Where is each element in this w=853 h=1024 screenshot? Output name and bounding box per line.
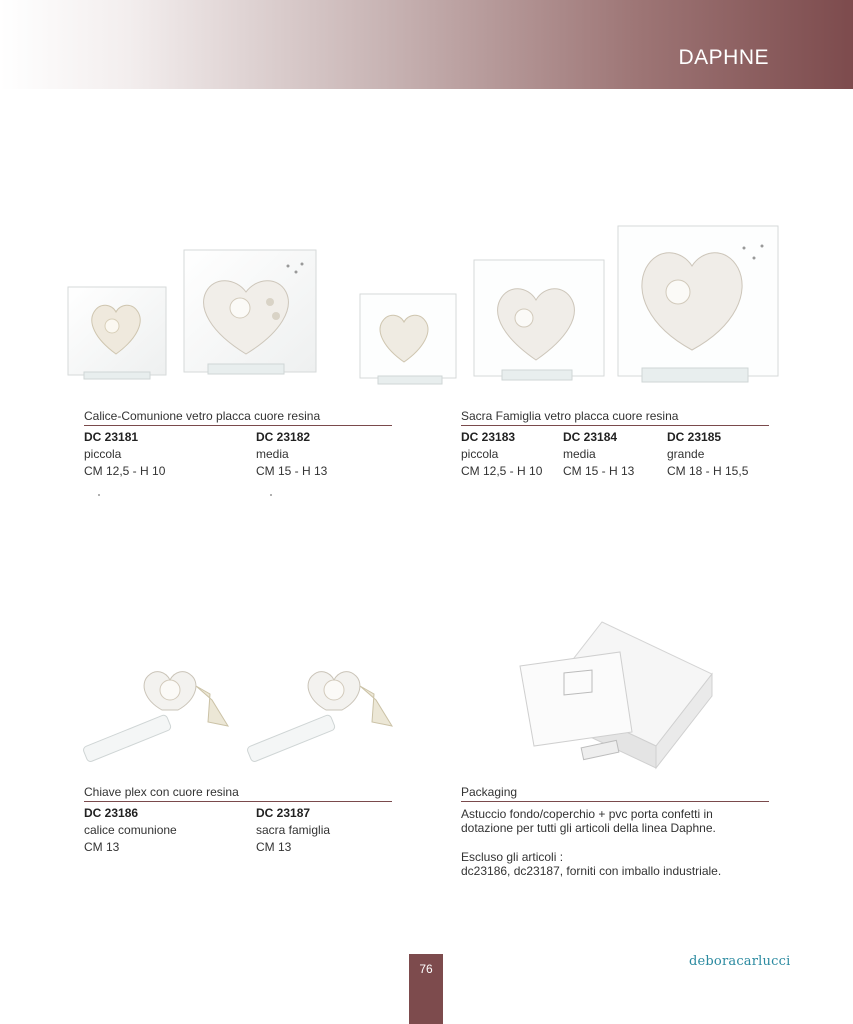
brand-logo-text: deboracarlucci <box>689 954 791 969</box>
product-dims: CM 15 - H 13 <box>256 464 328 478</box>
product-dc23181 <box>84 429 165 480</box>
product-size: media <box>256 447 289 461</box>
calice-plaques-image <box>64 246 324 382</box>
page-number-tab <box>409 954 443 1024</box>
product-dc23184 <box>563 429 634 480</box>
divider <box>461 425 769 426</box>
product-code: DC 23186 <box>84 806 139 820</box>
page-number: 76 <box>419 962 433 976</box>
packaging-box-image <box>516 618 716 778</box>
product-code: DC 23182 <box>256 430 311 444</box>
product-code: DC 23183 <box>461 430 516 444</box>
packaging-description: Astuccio fondo/coperchio + pvc porta confetti in dotazione per tutti gli articoli della linea Daphne. <box>461 807 716 835</box>
product-code: DC 23185 <box>667 430 722 444</box>
keys-image <box>78 660 398 770</box>
divider <box>84 801 392 802</box>
section-title-chiave: Chiave plex con cuore resina <box>84 785 239 799</box>
section-title-packaging: Packaging <box>461 785 518 799</box>
product-dims: CM 13 <box>84 840 120 854</box>
product-size: media <box>563 447 596 461</box>
product-dims: CM 15 - H 13 <box>563 464 635 478</box>
section-title-sacra-famiglia: Sacra Famiglia vetro placca cuore resina <box>461 409 679 423</box>
product-dc23186 <box>84 805 177 856</box>
exclusion-note-line2: dc23186, dc23187, forniti con imballo industriale. <box>461 864 722 878</box>
product-code: DC 23181 <box>84 430 139 444</box>
product-code: DC 23187 <box>256 806 311 820</box>
product-dc23183 <box>461 429 542 480</box>
section-title-calice: Calice-Comunione vetro placca cuore resina <box>84 409 321 423</box>
product-dims: CM 12,5 - H 10 <box>84 464 166 478</box>
product-size: grande <box>667 447 705 461</box>
product-dims: CM 13 <box>256 840 292 854</box>
speck <box>270 494 272 496</box>
product-dc23187 <box>256 805 330 856</box>
header-band <box>0 0 853 89</box>
speck <box>98 494 100 496</box>
product-dc23182 <box>256 429 327 480</box>
product-size: piccola <box>461 447 499 461</box>
collection-title: DAPHNE <box>678 46 769 69</box>
product-dims: CM 18 - H 15,5 <box>667 464 749 478</box>
sacra-famiglia-plaques-image <box>356 222 786 390</box>
divider <box>461 801 769 802</box>
product-dc23185 <box>667 429 748 480</box>
product-dims: CM 12,5 - H 10 <box>461 464 543 478</box>
product-size: piccola <box>84 447 122 461</box>
exclusion-note-line1: Escluso gli articoli : <box>461 850 564 864</box>
product-size: calice comunione <box>84 823 177 837</box>
product-size: sacra famiglia <box>256 823 331 837</box>
divider <box>84 425 392 426</box>
product-code: DC 23184 <box>563 430 618 444</box>
